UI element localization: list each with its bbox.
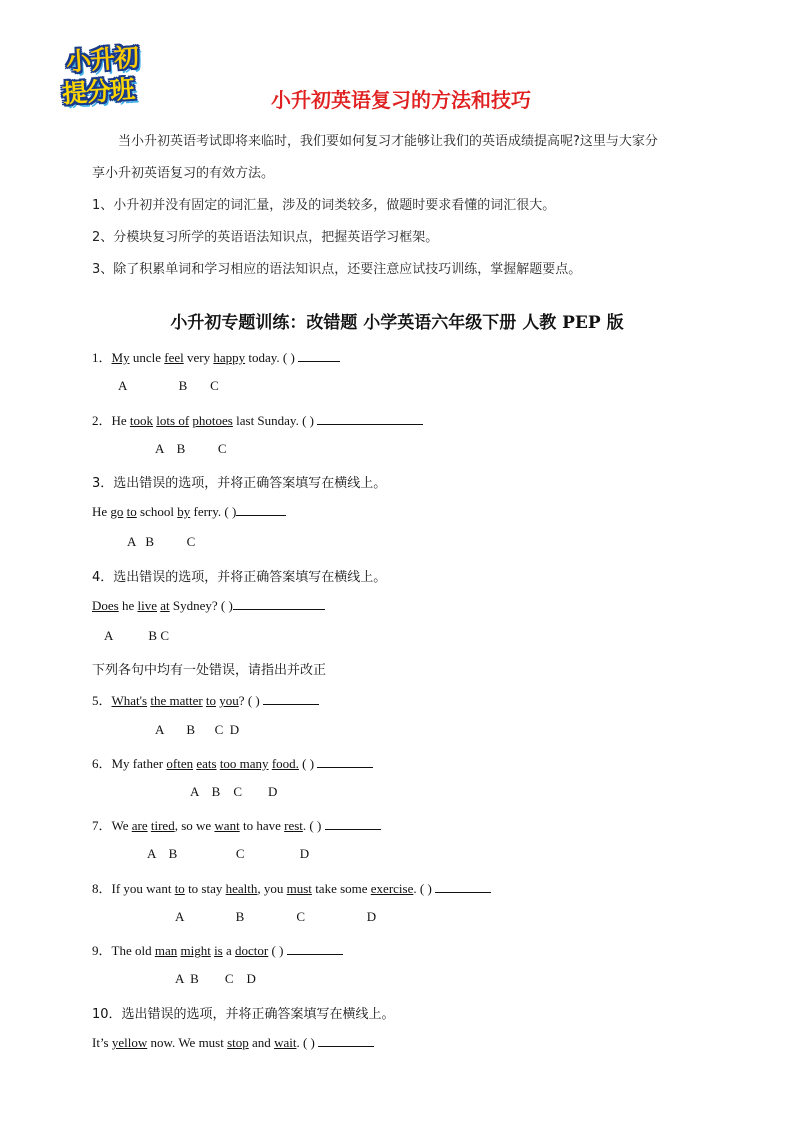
answer-blank[interactable] [318,1034,374,1047]
q4-options: A B C [104,628,170,643]
answer-blank[interactable] [236,503,286,516]
question-7 [92,815,381,834]
question-2 [92,410,423,429]
answer-blank[interactable] [263,692,319,705]
question-10 [92,1034,374,1051]
question-1 [92,347,340,366]
underlined-word: the matter [150,693,203,708]
underlined-word: go [110,504,124,519]
q-text: school [136,504,178,519]
underlined-word: by [177,504,191,519]
q-text: . ( ) [413,881,436,896]
q-text: ( ) [298,756,318,771]
q-instruction: 4．选出错误的选项，并将正确答案填写在横线上。 [92,570,387,585]
tip-1: 1、小升初并没有固定的词汇量，涉及的词类较多，做题时要求看懂的词汇很大。 [92,198,556,213]
underlined-word: tired [150,818,175,833]
underlined-word: health [225,881,258,896]
q-num: 8．If you want [92,881,175,896]
answer-blank[interactable] [317,412,423,425]
underlined-word: happy [213,350,246,365]
underlined-word: is [214,943,223,958]
note-text: 下列各句中均有一处错误，请指出并改正 [92,663,327,678]
underlined-word: Does [92,598,119,613]
intro-line-2: 享小升初英语复习的有效方法。 [92,166,275,181]
q-text: . ( ) [296,1035,319,1050]
underlined-word: My [111,350,130,365]
q-num: 9．The old [92,943,155,958]
question-3-instruction [92,472,386,491]
underlined-word: want [214,818,240,833]
q-num: 7．We [92,818,132,833]
q9-options: A B C D [175,971,256,986]
q-text: It’s [92,1035,112,1050]
q7-options: A B C D [147,846,310,861]
answer-blank[interactable] [317,755,373,768]
q-num: 5． [92,693,112,708]
q8-options: A B C D [175,909,377,924]
underlined-word: stop [227,1035,249,1050]
question-4-instruction [92,566,386,585]
q-text: , so we [174,818,215,833]
question-8 [92,878,491,897]
logo-line-2: 提分班 [61,74,136,109]
underlined-word: doctor [235,943,269,958]
q-text: now. We must [147,1035,228,1050]
q2-options: A B C [155,441,227,456]
q5-options: A B C D [155,722,240,737]
q-text: uncle [129,350,165,365]
q-text: . ( ) [302,818,325,833]
intro-line-1: 当小升初英语考试即将来临时，我们要如何复习才能够让我们的英语成绩提高呢?这里与大家分 [118,134,658,149]
underlined-word: wait [274,1035,297,1050]
underlined-word: are [131,818,148,833]
q-text: He [92,504,111,519]
q-instruction: 3．选出错误的选项，并将正确答案填写在横线上。 [92,476,387,491]
underlined-word: too many [219,756,269,771]
q-text: last Sunday. ( ) [232,413,318,428]
q-num: 1． [92,350,112,365]
underlined-word: live [137,598,157,613]
q-text: take some [311,881,371,896]
q-num: 6．My father [92,756,167,771]
question-5 [92,690,319,709]
answer-blank[interactable] [325,817,381,830]
q-text: to stay [184,881,226,896]
q-instruction: 10．选出错误的选项，并将正确答案填写在横线上。 [92,1007,395,1022]
q-text: ferry. ( ) [190,504,237,519]
q-text: and [248,1035,275,1050]
q-text: ? ( ) [238,693,263,708]
logo-line-1: 小升初 [65,42,140,77]
underlined-word: feel [164,350,184,365]
q-text: very [183,350,214,365]
underlined-word: at [160,598,170,613]
q-text: , you [257,881,287,896]
q-text: today. ( ) [245,350,299,365]
underlined-word: food. [271,756,299,771]
answer-blank[interactable] [435,880,491,893]
q-text: he [118,598,138,613]
section-title: 小升初专题训练：改错题 小学英语六年级下册 人教 PEP 版 [170,313,624,333]
answer-blank[interactable] [298,349,340,362]
underlined-word: took [129,413,154,428]
underlined-word: lots of [156,413,190,428]
underlined-word: rest [284,818,303,833]
answer-blank[interactable] [233,597,325,610]
underlined-word: eats [196,756,217,771]
q-text: ( ) [268,943,287,958]
q6-options: A B C D [190,784,278,799]
question-6 [92,753,373,772]
instruction-note [92,659,326,678]
q1-options: A B C [118,378,219,393]
q-text: a [222,943,236,958]
underlined-word: might [180,943,211,958]
tip-2: 2、分模块复习所学的英语语法知识点，把握英语学习框架。 [92,230,439,245]
q3-options: A B C [127,534,196,549]
question-3 [92,503,286,520]
question-10-instruction [92,1003,395,1022]
underlined-word: exercise [370,881,414,896]
q-text: to have [239,818,285,833]
underlined-word: must [286,881,312,896]
answer-blank[interactable] [287,942,343,955]
underlined-word: man [154,943,178,958]
tip-3: 3、除了积累单词和学习相应的语法知识点，还要注意应试技巧训练，掌握解题要点。 [92,262,582,277]
question-4 [92,597,325,614]
q-text: Sydney? ( ) [169,598,233,613]
underlined-word: you [219,693,239,708]
underlined-word: to [174,881,185,896]
underlined-word: often [166,756,194,771]
underlined-word: What's [111,693,148,708]
underlined-word: photoes [192,413,233,428]
underlined-word: to [126,504,137,519]
page-title: 小升初英语复习的方法和技巧 [271,88,531,112]
question-9 [92,940,343,959]
underlined-word: to [205,693,217,708]
q-num: 2．He [92,413,130,428]
underlined-word: yellow [111,1035,148,1050]
